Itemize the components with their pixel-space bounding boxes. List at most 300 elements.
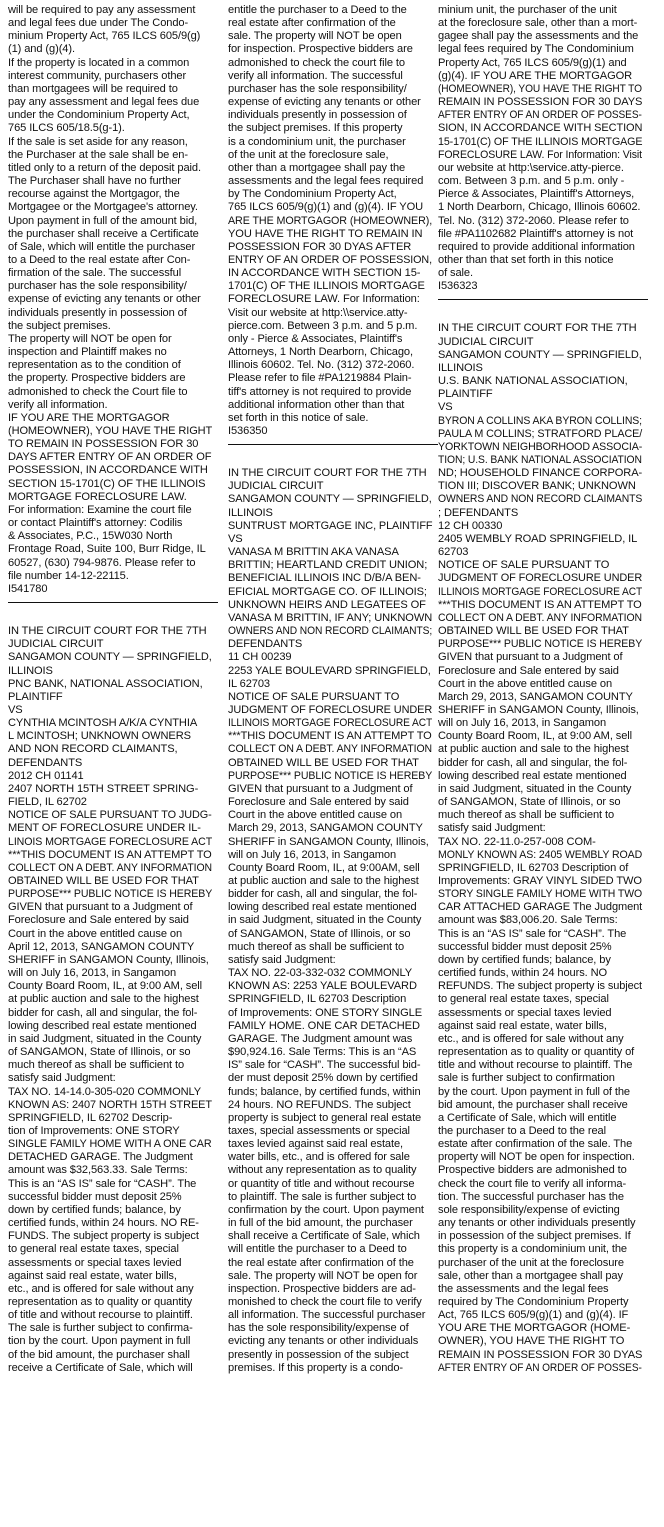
notice-line: This is an “AS IS” sale for “CASH”. The xyxy=(438,927,627,940)
notice-line: only - Pierce & Associates, Plaintiff's xyxy=(228,332,403,345)
notice-line: JUDGMENT OF FORECLOSURE UNDER xyxy=(228,703,433,716)
notice-line: PURPOSE*** PUBLIC NOTICE IS HEREBY xyxy=(228,769,433,782)
notice-line: certified funds, within 24 hours. NO RE- xyxy=(8,1217,199,1230)
notice-line: confirmation by the court. Upon payment xyxy=(228,1203,424,1216)
notice-line: For information: Examine the court file xyxy=(8,503,192,516)
notice-line: MENT OF FORECLOSURE UNDER IL- xyxy=(8,822,201,835)
notice-line: SPRINGFIELD, IL 62702 Descrip- xyxy=(8,1111,173,1124)
notice-line: SANGAMON COUNTY — SPRINGFIELD, xyxy=(438,348,642,361)
notice-line: the purchaser shall receive a Certificate xyxy=(8,227,199,240)
notice-line: Property Act, 765 ILCS 605/9(g)(1) and xyxy=(438,56,627,69)
notice-line: The sale is further subject to confirma- xyxy=(8,1322,193,1335)
notice-line: will on July 16, 2013, in Sangamon xyxy=(8,967,177,980)
notice-line: purchaser has the sole responsibility/ xyxy=(228,82,407,95)
notice-line: der must deposit 25% down by certified xyxy=(228,1072,418,1085)
notice-line: minium unit, the purchaser of the unit xyxy=(438,4,617,16)
notice-line: in full of the bid amount, the purchaser xyxy=(228,1217,413,1230)
notice-line: water bills, etc., and is offered for sale xyxy=(228,1151,410,1164)
notice-line: admonished to check the court file to xyxy=(228,56,405,69)
notice-line: com. Between 3 p.m. and 5 p.m. only - xyxy=(438,175,625,188)
notice-line: bidder for cash, all and singular, the fol- xyxy=(228,888,418,901)
notice-line: IN THE CIRCUIT COURT FOR THE 7TH xyxy=(8,625,207,638)
notice-line: presently in possession of the subject xyxy=(228,1348,409,1361)
notice-line: POSSESSION, IN ACCORDANCE WITH xyxy=(8,464,208,477)
notice-line: TO REMAIN IN POSSESSION FOR 30 xyxy=(8,438,199,451)
notice-line: check the court file to verify all informa- xyxy=(438,1177,627,1190)
notice-line: Foreclosure and Sale entered by said xyxy=(228,796,409,809)
notice-line: OWNERS AND NON RECORD CLAIMANTS; xyxy=(228,625,433,638)
notice-line: 2012 CH 01141 xyxy=(8,769,84,782)
notice-line: POSSESSION FOR 30 DYAS AFTER xyxy=(228,240,412,253)
notice-line: bid amount, the purchaser shall receive xyxy=(438,1098,628,1111)
notice-line: NOTICE OF SALE PURSUANT TO JUDG- xyxy=(8,809,212,822)
notice-line: TAX NO. 22-11.0-257-008 COM- xyxy=(438,835,596,848)
notice-line: against said real estate, water bills, xyxy=(8,1269,177,1282)
notice-line: taxes levied against said real estate, xyxy=(228,1138,404,1151)
notice-line: VS xyxy=(228,532,243,545)
notice-line: the Purchaser at the sale shall be en- xyxy=(8,148,188,161)
notice-line: expense of evicting any tenants or other xyxy=(8,293,201,306)
notice-line: GARAGE. The Judgment amount was xyxy=(228,1032,413,1045)
notice-line: lowing described real estate mentioned xyxy=(8,1019,197,1032)
notice-line: of Sale, which will entitle the purchaser xyxy=(8,240,196,253)
notice-line: GIVEN that pursuant to a Judgment of xyxy=(228,782,413,795)
notice-line: COLLECT ON A DEBT. ANY INFORMATION xyxy=(8,861,212,874)
notice-line: amount was $32,563.33. Sale Terms: xyxy=(8,1164,188,1177)
notice-line: the assessments and the legal fees xyxy=(438,1282,609,1295)
column-1 xyxy=(8,4,212,1375)
notice-line: JUDICIAL CIRCUIT xyxy=(228,480,324,493)
notice-line: Visit our website at http:\\service.atty- xyxy=(228,306,408,319)
notice-line: 2253 YALE BOULEVARD SPRINGFIELD, xyxy=(228,664,431,677)
notice-line: EFICIAL MORTGAGE CO. OF ILLINOIS; xyxy=(228,585,427,598)
notice-line: recourse against the Mortgagor, the xyxy=(8,188,180,201)
notice-line: County Board Room, IL, at 9:00AM, sell xyxy=(228,861,420,874)
notice-line: the subject premises. If this property xyxy=(228,122,403,135)
notice-line: any tenants or other individuals presently xyxy=(438,1217,636,1230)
notice-line: etc., and is offered for sale without any xyxy=(8,1282,194,1295)
notice-line: at public auction and sale to the highest xyxy=(228,875,419,887)
notice-line: estate after confirmation of the sale. The xyxy=(438,1138,633,1151)
notice-line: funds; balance, by certified funds, within xyxy=(228,1085,421,1098)
notice-line: property will NOT be open for inspection. xyxy=(438,1151,635,1164)
notice-line: March 29, 2013, SANGAMON COUNTY xyxy=(228,822,423,835)
notice-line: The Purchaser shall have no further xyxy=(8,175,181,188)
notice-line: of the unit at the foreclosure sale, xyxy=(228,148,389,161)
notice-line: (1) and (g)(4). xyxy=(8,43,75,56)
notice-line: firmation of the sale. The successful xyxy=(8,267,182,280)
notice-line: ILLINOIS xyxy=(8,664,53,677)
notice-line: of SANGAMON, State of Illinois, or so xyxy=(228,927,411,940)
notice-line: the purchaser to a Deed to the real xyxy=(438,1124,606,1137)
notice-line: taxes, special assessments or special xyxy=(228,1124,410,1137)
notice-line: tion of Improvements: ONE STORY xyxy=(8,1124,180,1137)
notice-line: to plaintiff. The sale is further subject to xyxy=(228,1190,417,1203)
notice-line: and legal fees due under The Condo- xyxy=(8,17,189,30)
notice-line: SHERIFF in SANGAMON County, Illinois, xyxy=(228,835,429,848)
notice-line: of title and without recourse to plaintiff. xyxy=(8,1309,193,1322)
notice-line: & Associates, P.C., 15W030 North xyxy=(8,530,173,543)
notice-line: of sale. xyxy=(438,267,473,280)
notice-line: AFTER ENTRY OF AN ORDER OF POSSES- xyxy=(438,109,642,122)
notice-line: to general real estate taxes, special xyxy=(8,1243,179,1256)
notice-line: REFUNDS. The subject property is subject xyxy=(438,980,642,993)
notice-line: this property is a condominium unit, the xyxy=(438,1243,628,1256)
notice-line: premises. If this property is a condo- xyxy=(228,1361,404,1374)
notice-line: The property will NOT be open for xyxy=(8,332,172,345)
notice-line: sale. The property will NOT be open xyxy=(228,30,402,43)
notice-line: all information. The successful purchaser xyxy=(228,1309,426,1322)
notice-line: FAMILY HOME. ONE CAR DETACHED xyxy=(228,1019,420,1032)
notice-line: Pierce & Associates, Plaintiff's Attorneys, xyxy=(438,188,635,201)
notice-line: IN ACCORDANCE WITH SECTION 15- xyxy=(228,267,421,280)
notice-line: REMAIN IN POSSESSION FOR 30 DAYS xyxy=(438,96,643,109)
notice-line: U.S. BANK NATIONAL ASSOCIATION, xyxy=(438,375,628,388)
notice-line: individuals presently in possession of xyxy=(228,109,407,122)
notice-line: tion. The successful purchaser has the xyxy=(438,1190,624,1203)
notice-line: representation as to quality or quantity xyxy=(8,1296,193,1308)
notice-line: lowing described real estate mentioned xyxy=(438,769,627,782)
notice-line: 11 CH 00239 xyxy=(228,651,292,664)
notice-line: satisfy said Judgment: xyxy=(8,1072,116,1085)
notice-line: 12 CH 00330 xyxy=(438,519,503,532)
notice-line: without any representation as to quality xyxy=(228,1164,417,1177)
notice-line: sale is further subject to confirmation xyxy=(438,1072,615,1085)
notice-line: ND; HOUSEHOLD FINANCE CORPORA- xyxy=(438,467,643,480)
notice-line: required by The Condominium Property xyxy=(438,1296,629,1308)
notice-line: BENEFICIAL ILLINOIS INC D/B/A BEN- xyxy=(228,572,421,585)
notice-line: LINOIS MORTGAGE FORECLOSURE ACT xyxy=(8,835,213,848)
notice-line: successful bidder must deposit 25% xyxy=(8,1190,182,1203)
notice-line: County Board Room, IL, at 9:00 AM, sell xyxy=(8,980,203,993)
notice-line: will be required to pay any assessment xyxy=(8,4,196,16)
notice-line: titled only to a return of the deposit paid. xyxy=(8,161,201,174)
notice-line: will on July 16, 2013, in Sangamon xyxy=(438,717,607,730)
notice-line: bidder for cash, all and singular, the fol- xyxy=(8,1006,198,1019)
notice-line: OBTAINED WILL BE USED FOR THAT xyxy=(438,625,629,638)
notice-line: satisfy said Judgment: xyxy=(228,953,336,966)
notice-line: of Improvements: ONE STORY SINGLE xyxy=(228,1006,422,1019)
notice-line: at public auction and sale to the highest xyxy=(438,743,629,756)
notice-line: receive a Certificate of Sale, which will xyxy=(8,1361,193,1374)
notice-line: KNOWN AS: 2407 NORTH 15TH STREET xyxy=(8,1098,212,1111)
notice-line: verify all information. xyxy=(8,398,108,411)
notice-line: 60527, (630) 794-9876. Please refer to xyxy=(8,556,196,569)
notice-line: 765 ILCS 605/18.5(g-1). xyxy=(8,122,125,135)
notice-line: of SANGAMON, State of Illinois, or so xyxy=(8,1046,191,1059)
notice-line: the subject premises. xyxy=(8,319,111,332)
notice-line: ILLINOIS xyxy=(228,506,273,519)
notice-line: CYNTHIA MCINTOSH A/K/A CYNTHIA xyxy=(8,717,198,730)
notice-line: individuals presently in possession of xyxy=(8,306,187,319)
notice-line: much thereof as shall be sufficient to xyxy=(8,1059,185,1072)
notice-line: (HOMEOWNER), YOU HAVE THE RIGHT TO xyxy=(438,82,642,95)
notice-line: entitle the purchaser to a Deed to the xyxy=(228,4,407,16)
notice-line: or contact Plaintiff's attorney: Codilis xyxy=(8,517,183,530)
notice-line: etc., and is offered for sale without any xyxy=(438,1032,624,1045)
notice-line: representation as to quality or quantity of xyxy=(438,1046,635,1059)
notice-line: purchaser has the sole responsibility/ xyxy=(8,280,187,293)
notice-line: NOTICE OF SALE PURSUANT TO xyxy=(438,559,610,572)
notice-line: Mortgagee or the Mortgagee's attorney. xyxy=(8,201,198,214)
notice-line: March 29, 2013, SANGAMON COUNTY xyxy=(438,690,633,703)
notice-line: much thereof as shall be sufficient to xyxy=(228,940,405,953)
notice-line: UNKNOWN HEIRS AND LEGATEES OF xyxy=(228,598,426,611)
notice-line: down by certified funds; balance, by xyxy=(8,1203,181,1216)
notice-line: Upon payment in full of the amount bid, xyxy=(8,214,198,227)
notice-line: OBTAINED WILL BE USED FOR THAT xyxy=(8,875,199,887)
notice-line: down by certified funds; balance, by xyxy=(438,953,611,966)
notice-line: at public auction and sale to the highest xyxy=(8,993,199,1006)
notice-line: I536323 xyxy=(438,280,478,293)
notice-line: at the foreclosure sale, other than a mort- xyxy=(438,17,638,30)
notice-line: assessments or special taxes levied xyxy=(438,1006,612,1019)
notice-line: Foreclosure and Sale entered by said xyxy=(438,664,619,677)
notice-line: CAR ATTACHED GARAGE The Judgment xyxy=(438,901,643,914)
notice-line: expense of evicting any tenants or other xyxy=(228,96,421,109)
notice-line: ENTRY OF AN ORDER OF POSSESSION, xyxy=(228,253,432,266)
notice-line: to a Deed to the real estate after Con- xyxy=(8,253,191,266)
notice-line: JUDICIAL CIRCUIT xyxy=(438,335,534,348)
notice-line: DETACHED GARAGE. The Judgment xyxy=(8,1151,193,1164)
notice-line: than mortgagees will be required to xyxy=(8,82,178,95)
notice-line: the property. Prospective bidders are xyxy=(8,372,186,385)
notice-line: has the sole responsibility/expense of xyxy=(228,1322,409,1335)
notice-line: IS” sale for “CASH”. The successful bid- xyxy=(228,1059,421,1072)
notice-line: under the Condominium Property Act, xyxy=(8,109,190,122)
notice-line: IN THE CIRCUIT COURT FOR THE 7TH xyxy=(438,322,637,335)
notice-line: ***THIS DOCUMENT IS AN ATTEMPT TO xyxy=(438,598,642,611)
notice-line: SANGAMON COUNTY — SPRINGFIELD, xyxy=(228,493,432,506)
notice-line: VS xyxy=(438,401,453,414)
notice-line: DAYS AFTER ENTRY OF AN ORDER OF xyxy=(8,451,212,464)
notice-line: inspection and Plaintiff makes no xyxy=(8,346,167,359)
notice-line: of SANGAMON, State of Illinois, or so xyxy=(438,796,621,809)
notice-line: PLAINTIFF xyxy=(8,690,63,703)
notice-line: If the property is located in a common xyxy=(8,56,190,69)
notice-line: in said Judgment, situated in the County xyxy=(228,914,422,927)
notice-line: much thereof as shall be sufficient to xyxy=(438,809,615,822)
notice-line: IN THE CIRCUIT COURT FOR THE 7TH xyxy=(228,467,427,480)
notice-line: sale. The property will NOT be open for xyxy=(228,1269,418,1282)
notice-line: FORECLOSURE LAW. For Information: xyxy=(228,293,420,306)
notice-line: satisfy said Judgment: xyxy=(438,822,546,835)
notice-line: VANASA M BRITTIN, IF ANY; UNKNOWN xyxy=(228,611,433,624)
notice-line: by the court. Upon payment in full of the xyxy=(438,1085,631,1098)
notice-line: purchaser of the unit at the foreclosure xyxy=(438,1256,624,1269)
notice-line: gagee shall pay the assessments and the xyxy=(438,30,639,43)
notice-line: JUDICIAL CIRCUIT xyxy=(8,638,104,651)
notice-line: shall receive a Certificate of Sale, which xyxy=(228,1230,420,1243)
notice-line: ILLINOIS xyxy=(438,361,483,374)
notice-line: the real estate after confirmation of the xyxy=(228,1256,414,1269)
notice-line: GIVEN that pursuant to a Judgment of xyxy=(8,901,193,914)
notice-line: PURPOSE*** PUBLIC NOTICE IS HEREBY xyxy=(8,888,213,901)
notice-line: assessments and the legal fees required xyxy=(228,175,424,188)
notice-line: title and without recourse to plaintiff. The xyxy=(438,1059,633,1072)
notice-line: Act, 765 ILCS 605/9(g)(1) and (g)(4). IF xyxy=(438,1309,629,1322)
notice-line: or quantity of title and without recourse xyxy=(228,1177,415,1190)
notice-line: amount was $83,006.20. Sale Terms: xyxy=(438,914,618,927)
notice-line: DEFENDANTS xyxy=(228,638,303,651)
notice-line: YOU HAVE THE RIGHT TO REMAIN IN xyxy=(228,227,423,240)
notice-line: SUNTRUST MORTGAGE INC, PLAINTIFF xyxy=(228,519,433,532)
notice-line: tiff's attorney is not required to provide xyxy=(228,385,412,398)
notice-line: assessments or special taxes levied xyxy=(8,1256,182,1269)
notice-line: PURPOSE*** PUBLIC NOTICE IS HEREBY xyxy=(438,638,643,651)
notice-line: required to provide additional information xyxy=(438,240,635,253)
notice-line: SANGAMON COUNTY — SPRINGFIELD, xyxy=(8,651,212,664)
notice-line: Tel. No. (312) 372-2060. Please refer to xyxy=(438,214,629,227)
notice-line: tion by the court. Upon payment in full xyxy=(8,1335,191,1348)
notice-line: will entitle the purchaser to a Deed to xyxy=(228,1243,407,1256)
notice-line: 2405 WEMBLY ROAD SPRINGFIELD, IL xyxy=(438,532,638,545)
notice-line: by The Condominium Property Act, xyxy=(228,188,397,201)
notice-line: additional information other than that xyxy=(228,398,405,411)
notice-line: set forth in this notice of sale. xyxy=(228,411,369,424)
notice-line: ARE THE MORTGAGOR (HOMEOWNER), xyxy=(228,214,433,227)
notice-line: ***THIS DOCUMENT IS AN ATTEMPT TO xyxy=(228,730,432,743)
notice-line: STORY SINGLE FAMILY HOME WITH TWO xyxy=(438,888,643,901)
notice-line: admonished to check the Court file to xyxy=(8,385,188,398)
notice-line: 62703 xyxy=(438,546,469,559)
notice-line: other than a mortgagee shall pay the xyxy=(228,161,406,174)
notice-line: other than that set forth in this notice xyxy=(438,253,614,266)
notice-line: for inspection. Prospective bidders are xyxy=(228,43,413,56)
notice-line: 15-1701(C) OF THE ILLINOIS MORTGAGE xyxy=(438,135,643,148)
notice-line: Please refer to file #PA1219884 Plain- xyxy=(228,372,412,385)
notice-line: Improvements: GRAY VINYL SIDED TWO xyxy=(438,875,642,887)
notice-line: pierce.com. Between 3 p.m. and 5 p.m. xyxy=(228,319,418,332)
notice-line: monished to check the court file to verify xyxy=(228,1296,422,1308)
notice-line: IL 62703 xyxy=(228,677,270,690)
notice-line: I536350 xyxy=(228,425,268,437)
notice-line: 765 ILCS 605/9(g)(1) and (g)(4). IF YOU xyxy=(228,201,424,214)
notice-line: PLAINTIFF xyxy=(438,388,493,401)
notice-line: to general real estate taxes, special xyxy=(438,993,609,1006)
notice-line: DEFENDANTS xyxy=(8,756,83,769)
notice-line: ILLINOIS MORTGAGE FORECLOSURE ACT xyxy=(438,585,643,598)
notice-line: Attorneys, 1 North Dearborn, Chicago, xyxy=(228,346,413,359)
notice-divider xyxy=(8,602,218,603)
notice-line: sole responsibility/expense of evicting xyxy=(438,1203,620,1216)
notice-line: BRITTIN; HEARTLAND CREDIT UNION; xyxy=(228,559,428,572)
notice-line: COLLECT ON A DEBT. ANY INFORMATION xyxy=(438,611,642,624)
notice-line: lowing described real estate mentioned xyxy=(228,901,417,914)
notice-line: OWNERS AND NON RECORD CLAIMANTS xyxy=(438,493,643,506)
notice-line: If the sale is set aside for any reason, xyxy=(8,135,188,148)
notice-line: bidder for cash, all and singular, the fol- xyxy=(438,756,628,769)
notice-line: certified funds, within 24 hours. NO xyxy=(438,967,608,980)
notice-line: SION, IN ACCORDANCE WITH SECTION xyxy=(438,122,643,135)
notice-line: BYRON A COLLINS AKA BYRON COLLINS; xyxy=(438,414,642,427)
notice-line: SHERIFF in SANGAMON County, Illinois, xyxy=(8,953,209,966)
notice-line: pay any assessment and legal fees due xyxy=(8,96,200,109)
notice-line: sale, other than a mortgagee shall pay xyxy=(438,1269,623,1282)
notice-line: in possession of the subject premises. If xyxy=(438,1230,631,1243)
notice-line: minium Property Act, 765 ILCS 605/9(g) xyxy=(8,30,201,43)
notice-line: MORTGAGE FORECLOSURE LAW. xyxy=(8,490,187,503)
notice-line: VANASA M BRITTIN AKA VANASA xyxy=(228,546,399,559)
notice-line: is a condominium unit, the purchaser xyxy=(228,135,406,148)
notice-line: AND NON RECORD CLAIMANTS, xyxy=(8,743,178,756)
notice-line: SECTION 15-1701(C) OF THE ILLINOIS xyxy=(8,477,206,490)
notice-line: OBTAINED WILL BE USED FOR THAT xyxy=(228,756,419,769)
column-2 xyxy=(228,4,432,1375)
notice-line: of the bid amount, the purchaser shall xyxy=(8,1348,190,1361)
notice-line: Illinois 60602. Tel. No. (312) 372-2060. xyxy=(228,359,415,372)
notice-line: SPRINGFIELD, IL 62703 Description xyxy=(228,993,407,1006)
notice-line: TION; U.S. BANK NATIONAL ASSOCIATION xyxy=(438,454,642,466)
notice-line: April 12, 2013, SANGAMON COUNTY xyxy=(8,940,195,953)
notice-line: TAX NO. 22-03-332-032 COMMONLY xyxy=(228,967,413,980)
notice-divider xyxy=(438,299,648,300)
notice-line: REMAIN IN POSSESSION FOR 30 DYAS xyxy=(438,1348,643,1361)
notice-line: SINGLE FAMILY HOME WITH A ONE CAR xyxy=(8,1138,212,1151)
notice-line: legal fees required by The Condominium xyxy=(438,43,634,56)
notice-line: KNOWN AS: 2253 YALE BOULEVARD xyxy=(228,980,417,993)
notice-line: AFTER ENTRY OF AN ORDER OF POSSES- xyxy=(438,1361,642,1374)
notice-line: file number 14-12-22115. xyxy=(8,569,129,582)
notice-line: in said Judgment, situated in the County xyxy=(438,782,632,795)
notice-line: 1701(C) OF THE ILLINOIS MORTGAGE xyxy=(228,280,425,293)
notice-line: MONLY KNOWN AS: 2405 WEMBLY ROAD xyxy=(438,848,643,861)
notice-line: L MCINTOSH; UNKNOWN OWNERS xyxy=(8,730,191,743)
notice-line: interest community, purchasers other xyxy=(8,69,187,82)
notice-line: inspection. Prospective bidders are ad- xyxy=(228,1282,416,1295)
notice-line: against said real estate, water bills, xyxy=(438,1019,607,1032)
notice-line: VS xyxy=(8,703,23,716)
notice-divider xyxy=(228,444,438,445)
notice-line: County Board Room, IL, at 9:00 AM, sell xyxy=(438,730,633,743)
notice-line: real estate after confirmation of the xyxy=(228,17,396,30)
notice-line: SHERIFF in SANGAMON County, Illinois, xyxy=(438,703,639,716)
notice-line: Court in the above entitled cause on xyxy=(438,677,613,690)
notice-line: PNC BANK, NATIONAL ASSOCIATION, xyxy=(8,677,203,690)
notice-line: FORECLOSURE LAW. For Information: Visit xyxy=(438,148,642,161)
notice-line: YOU ARE THE MORTGAGOR (HOME- xyxy=(438,1322,631,1335)
notice-line: TION III; DISCOVER BANK; UNKNOWN xyxy=(438,480,636,493)
column-3 xyxy=(438,4,642,1375)
notice-line: file #PA1102682 Plaintiff's attorney is not xyxy=(438,227,634,240)
notice-line: ; DEFENDANTS xyxy=(438,506,519,519)
notice-line: I541780 xyxy=(8,582,48,595)
notice-line: Frontage Road, Suite 100, Burr Ridge, IL xyxy=(8,543,206,556)
notice-line: IF YOU ARE THE MORTGAGOR xyxy=(8,411,170,424)
notice-line: FUNDS. The subject property is subject xyxy=(8,1230,199,1243)
notice-line: 24 hours. NO REFUNDS. The subject xyxy=(228,1098,411,1111)
notice-line: COLLECT ON A DEBT. ANY INFORMATION xyxy=(228,743,432,756)
notice-line: a Certificate of Sale, which will entitle xyxy=(438,1111,617,1124)
notice-line: Court in the above entitled cause on xyxy=(228,809,403,822)
notice-line: successful bidder must deposit 25% xyxy=(438,940,612,953)
notice-line: our website at http:\service.atty-pierce. xyxy=(438,161,624,174)
notice-line: property is subject to general real estate xyxy=(228,1111,422,1124)
notice-line: 1 North Dearborn, Chicago, Illinois 60602. xyxy=(438,201,641,214)
notice-line: representation as to the condition of xyxy=(8,359,181,372)
notice-line: Court in the above entitled cause on xyxy=(8,927,183,940)
notice-line: 2407 NORTH 15TH STREET SPRING- xyxy=(8,782,199,795)
notice-line: SPRINGFIELD, IL 62703 Description of xyxy=(438,861,629,874)
notice-line: (HOMEOWNER), YOU HAVE THE RIGHT xyxy=(8,425,213,437)
notice-line: YORKTOWN NEIGHBORHOOD ASSOCIA- xyxy=(438,440,643,453)
notice-line: PAULA M COLLINS; STRATFORD PLACE/ xyxy=(438,427,643,440)
notice-line: FIELD, IL 62702 xyxy=(8,796,87,809)
notice-line: evicting any tenants or other individuals xyxy=(228,1335,419,1348)
notice-line: in said Judgment, situated in the County xyxy=(8,1032,202,1045)
notice-line: NOTICE OF SALE PURSUANT TO xyxy=(228,690,400,703)
notice-line: Foreclosure and Sale entered by said xyxy=(8,914,189,927)
